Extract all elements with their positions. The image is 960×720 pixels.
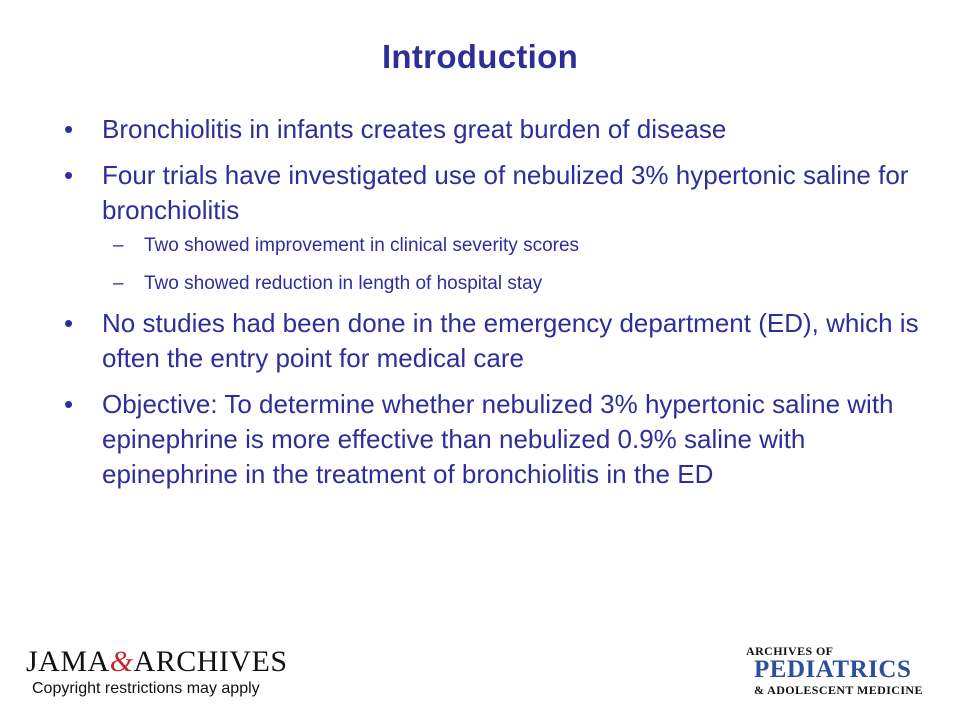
sub-bullet-text: Two showed reduction in length of hospital stay [144, 273, 543, 294]
sub-bullet-mark: – [113, 273, 124, 294]
bullet-item [60, 158, 920, 228]
logo-ampersand: & [109, 645, 134, 678]
bullet-mark: • [64, 389, 74, 419]
publisher-footer [24, 646, 304, 700]
logo-part-archives: ARCHIVES [133, 645, 288, 678]
bullet-item [60, 112, 920, 147]
sub-bullet-item [60, 234, 920, 258]
bullet-item [60, 387, 920, 492]
sub-bullet-text: Two showed improvement in clinical severity scores [144, 235, 580, 256]
journal-logo [740, 644, 950, 698]
bullet-text: No studies had been done in the emergency department (ED), which is often the entry point for medical care [102, 308, 919, 373]
journal-logo-line2: PEDIATRICS [754, 656, 912, 683]
logo-part-jama: JAMA [26, 645, 110, 678]
copyright-notice: Copyright restrictions may apply [32, 680, 260, 697]
sub-bullet-item [60, 272, 920, 296]
bullet-text: Four trials have investigated use of nebulized 3% hypertonic saline for bronchiolitis [102, 160, 909, 225]
slide-body [60, 112, 920, 503]
bullet-mark: • [64, 308, 74, 338]
journal-logo-line3: & ADOLESCENT MEDICINE [754, 683, 923, 697]
bullet-mark: • [64, 114, 74, 144]
bullet-text: Bronchiolitis in infants creates great burden of disease [102, 114, 727, 144]
journal-logo-line1: ARCHIVES OF [746, 644, 834, 658]
bullet-text: Objective: To determine whether nebulized 3% hypertonic saline with epinephrine is more effective than nebulized 0.9% saline with epinephrine in the treatment of bronchiolitis in the ED [102, 389, 894, 489]
bullet-mark: • [64, 160, 74, 190]
bullet-item [60, 306, 920, 376]
sub-bullet-mark: – [113, 235, 124, 256]
jama-archives-logo [26, 646, 304, 678]
slide-title: Introduction [381, 38, 579, 75]
